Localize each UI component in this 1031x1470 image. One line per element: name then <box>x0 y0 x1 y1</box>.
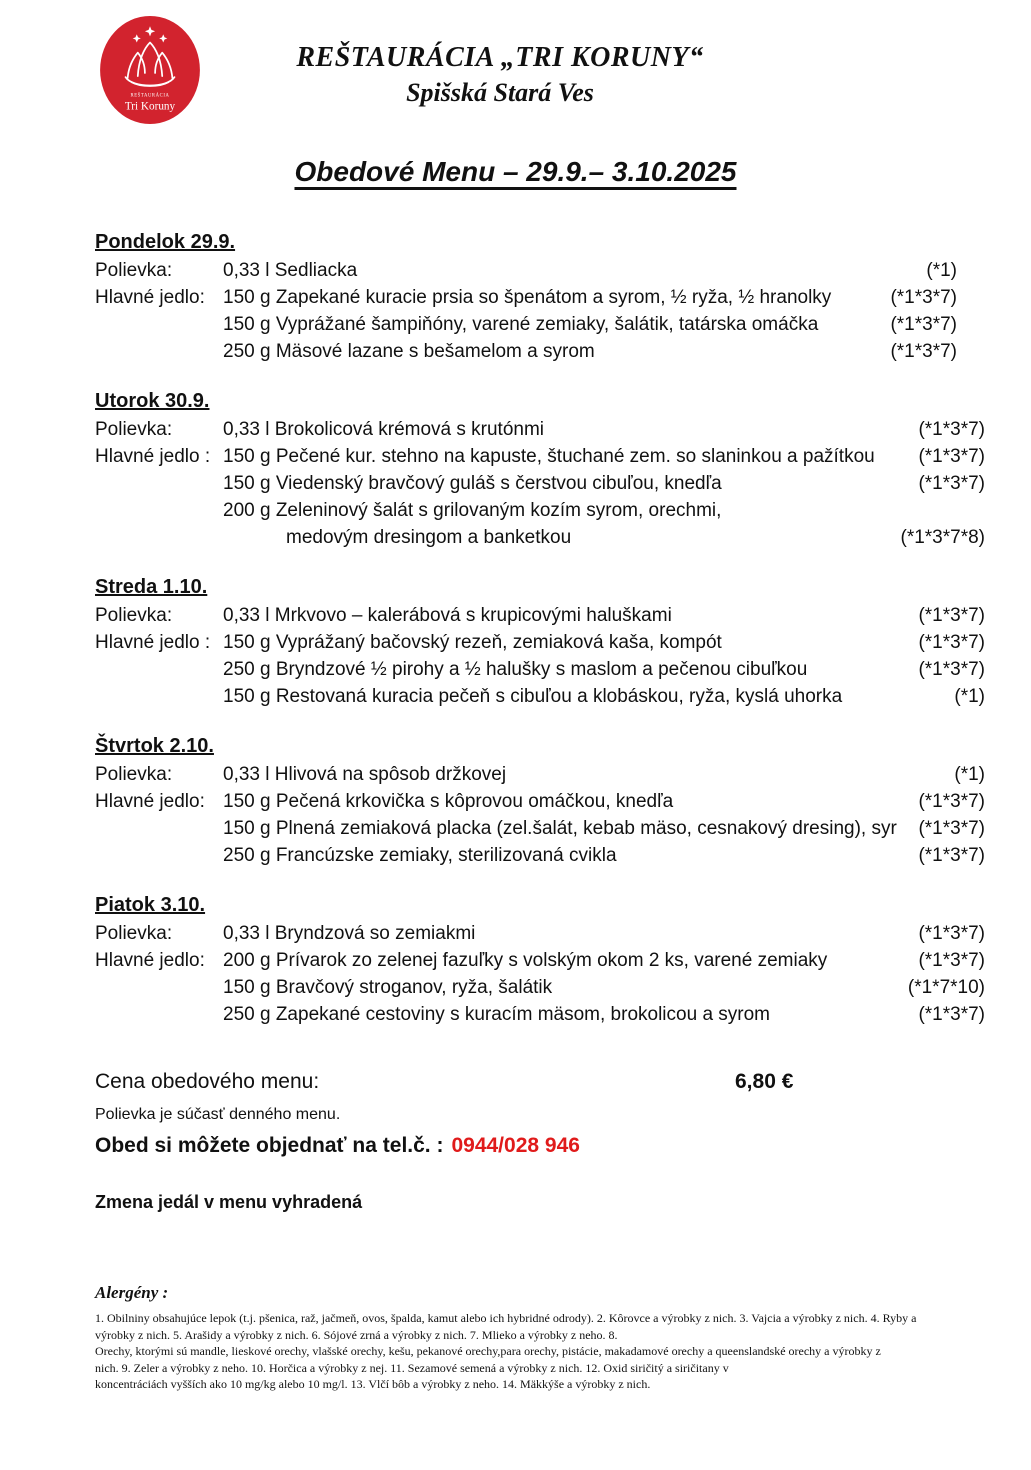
dish-text: 150 g Pečená krkovička s kôprovou omáčkou, knedľa <box>223 791 674 812</box>
course-label: Polievka: <box>95 260 173 281</box>
dish-text: 150 g Plnená zemiaková placka (zel.šalát, kebab mäso, cesnakový dresing), syr <box>223 818 897 839</box>
dish-text: 150 g Restovaná kuracia pečeň s cibuľou a klobáskou, ryža, kyslá uhorka <box>223 686 843 707</box>
allergen-code: (*1*3*7) <box>918 473 985 494</box>
menu-row <box>95 416 985 443</box>
day-heading: Štvrtok 2.10. <box>95 735 214 757</box>
day-heading: Streda 1.10. <box>95 576 208 598</box>
allergen-code: (*1) <box>954 764 985 785</box>
order-label: Obed si môžete objednať na tel.č. : <box>95 1134 444 1157</box>
dish-text: 150 g Viedenský bravčový guláš s čerstvou cibuľou, knedľa <box>223 473 722 494</box>
allergen-code: (*1*3*7) <box>890 287 957 308</box>
soup-note: Polievka je súčasť denného menu. <box>95 1106 341 1123</box>
course-label: Hlavné jedlo: <box>95 791 205 812</box>
allergen-code: (*1*3*7) <box>918 659 985 680</box>
dish-text: 150 g Pečené kur. stehno na kapuste, štuchané zem. so slaninkou a pažítkou <box>223 446 875 467</box>
course-label <box>95 842 223 869</box>
course-label: Hlavné jedlo: <box>95 950 205 971</box>
allergen-code: (*1*3*7) <box>918 419 985 440</box>
dish-text: 150 g Bravčový stroganov, ryža, šalátik <box>223 977 553 998</box>
day-section <box>95 733 985 869</box>
allergen-code: (*1) <box>954 686 985 707</box>
allergen-code: (*1*3*7) <box>890 341 957 362</box>
menu-row <box>95 284 985 311</box>
allergen-code: (*1) <box>926 260 957 281</box>
restaurant-logo-icon <box>99 15 201 125</box>
menu-row <box>95 974 985 1001</box>
course-label: Hlavné jedlo : <box>95 632 211 653</box>
menu-row <box>95 947 985 974</box>
menu-row <box>95 1001 985 1028</box>
dish-text: 0,33 l Bryndzová so zemiakmi <box>223 923 476 944</box>
menu-row <box>95 257 985 284</box>
dish-text: 250 g Francúzske zemiaky, sterilizovaná cvikla <box>223 845 617 866</box>
day-heading: Pondelok 29.9. <box>95 231 236 253</box>
course-label: Polievka: <box>95 605 173 626</box>
allergen-line: Orechy, ktorými sú mandle, lieskové orechy, vlašské orechy, kešu, pekanové orechy,para orechy, pistácie, makadamové orechy a queenslandské orechy a výrobky z <box>95 1344 881 1358</box>
dish-text: 0,33 l Brokolicová krémová s krutónmi <box>223 419 545 440</box>
course-label <box>95 311 223 338</box>
menu-row <box>95 338 985 365</box>
price-label: Cena obedového menu: <box>95 1070 320 1093</box>
allergen-code: (*1*3*7) <box>918 605 985 626</box>
course-label <box>95 683 223 710</box>
allergen-code: (*1*3*7) <box>918 923 985 944</box>
menu-row <box>95 761 985 788</box>
dish-text: 150 g Vyprážané šampiňóny, varené zemiaky, šalátik, tatárska omáčka <box>223 314 819 335</box>
header <box>230 42 770 108</box>
allergens-section <box>95 1283 995 1393</box>
course-label <box>95 974 223 1001</box>
day-section <box>95 229 985 365</box>
allergen-lines <box>95 1310 995 1393</box>
course-label: Polievka: <box>95 923 173 944</box>
allergen-code: (*1*3*7) <box>918 1004 985 1025</box>
allergen-line: koncentráciách vyšších ako 10 mg/kg alebo 10 mg/l. 13. Vlčí bôb a výrobky z neho. 14. Mäkkýše a výrobky z nich. <box>95 1377 651 1391</box>
menu-row <box>95 602 985 629</box>
logo-top-text: REŠTAURÁCIA <box>130 93 170 99</box>
day-section <box>95 574 985 710</box>
allergen-code: (*1*3*7) <box>918 632 985 653</box>
price-value: 6,80 € <box>735 1070 794 1093</box>
day-heading: Piatok 3.10. <box>95 894 206 916</box>
course-label: Hlavné jedlo: <box>95 287 205 308</box>
order-phone: 0944/028 946 <box>451 1134 580 1157</box>
day-heading: Utorok 30.9. <box>95 390 210 412</box>
menu-row <box>95 629 985 656</box>
dish-text: 150 g Zapekané kuracie prsia so špenátom a syrom, ½ ryža, ½ hranolky <box>223 287 832 308</box>
allergen-line: nich. 9. Zeler a výrobky z neho. 10. Horčica a výrobky z nej. 11. Sezamové semená a výrobky z nich. 12. Oxid siričitý a siričitany v <box>95 1360 729 1375</box>
course-label <box>95 497 223 524</box>
footer <box>95 1068 985 1213</box>
allergen-code: (*1*3*7) <box>918 818 985 839</box>
course-label <box>95 338 223 365</box>
dish-text: 200 g Prívarok zo zelenej fazuľky s volským okom 2 ks, varené zemiaky <box>223 950 828 971</box>
restaurant-city: Spišská Stará Ves <box>406 78 594 107</box>
menu-days <box>95 229 985 1051</box>
dish-text: 150 g Vyprážaný bačovský rezeň, zemiaková kaša, kompót <box>223 632 722 653</box>
allergen-line: výrobky z nich. 5. Arašidy a výrobky z nich. 6. Sójové zrná a výrobky z nich. 7. Mlieko a výrobky z neho. 8. <box>95 1327 618 1342</box>
dish-text: 0,33 l Hlivová na spôsob držkovej <box>223 764 507 785</box>
day-section <box>95 892 985 1028</box>
menu-title-wrap <box>0 156 1031 188</box>
menu-row <box>95 497 985 524</box>
change-note: Zmena jedál v menu vyhradená <box>95 1192 363 1212</box>
allergen-code: (*1*3*7) <box>918 791 985 812</box>
allergen-code: (*1*3*7) <box>890 314 957 335</box>
logo-main-text: Tri Koruny <box>124 100 176 113</box>
menu-row <box>95 788 985 815</box>
menu-row <box>95 683 985 710</box>
dish-text: 0,33 l Sedliacka <box>223 260 358 281</box>
course-label <box>95 815 223 842</box>
allergen-code: (*1*3*7) <box>918 950 985 971</box>
allergen-line: 1. Obilniny obsahujúce lepok (t.j. pšenica, raž, jačmeň, ovos, špalda, kamut alebo ich hybridné odrody). 2. Kôrovce a výrobky z nich. 3. Vajcia a výrobky z nich. 4. Ryby a <box>95 1311 917 1325</box>
menu-row <box>95 311 985 338</box>
dish-text: 0,33 l Mrkvovo – kalerábová s krupicovými haluškami <box>223 605 672 626</box>
dish-text: 200 g Zeleninový šalát s grilovaným kozím syrom, orechmi, <box>223 500 722 521</box>
menu-row <box>95 470 985 497</box>
menu-row <box>95 443 985 470</box>
dish-text: medovým dresingom a banketkou <box>286 527 572 548</box>
menu-row <box>95 656 985 683</box>
order-line <box>95 1132 985 1160</box>
course-label: Hlavné jedlo : <box>95 446 211 467</box>
menu-row <box>95 815 985 842</box>
allergen-code: (*1*3*7*8) <box>900 527 985 548</box>
course-label: Polievka: <box>95 764 173 785</box>
menu-row <box>95 842 985 869</box>
course-label <box>95 470 223 497</box>
allergen-code: (*1*3*7) <box>918 845 985 866</box>
price-row <box>95 1068 985 1096</box>
dish-text: 250 g Mäsové lazane s bešamelom a syrom <box>223 341 595 362</box>
dish-text: 250 g Bryndzové ½ pirohy a ½ halušky s maslom a pečenou cibuľkou <box>223 659 808 680</box>
allergen-code: (*1*7*10) <box>907 977 985 998</box>
allergen-code: (*1*3*7) <box>918 446 985 467</box>
menu-title: Obedové Menu – 29.9.– 3.10.2025 <box>294 156 737 187</box>
course-label <box>95 656 223 683</box>
menu-row <box>95 920 985 947</box>
menu-row <box>95 524 985 551</box>
restaurant-name: REŠTAURÁCIA „TRI KORUNY“ <box>296 42 704 73</box>
day-section <box>95 388 985 551</box>
course-label <box>95 1001 223 1028</box>
allergens-title: Alergény : <box>95 1283 169 1302</box>
dish-text: 250 g Zapekané cestoviny s kuracím mäsom, brokolicou a syrom <box>223 1004 771 1025</box>
course-label <box>95 524 223 551</box>
course-label: Polievka: <box>95 419 173 440</box>
